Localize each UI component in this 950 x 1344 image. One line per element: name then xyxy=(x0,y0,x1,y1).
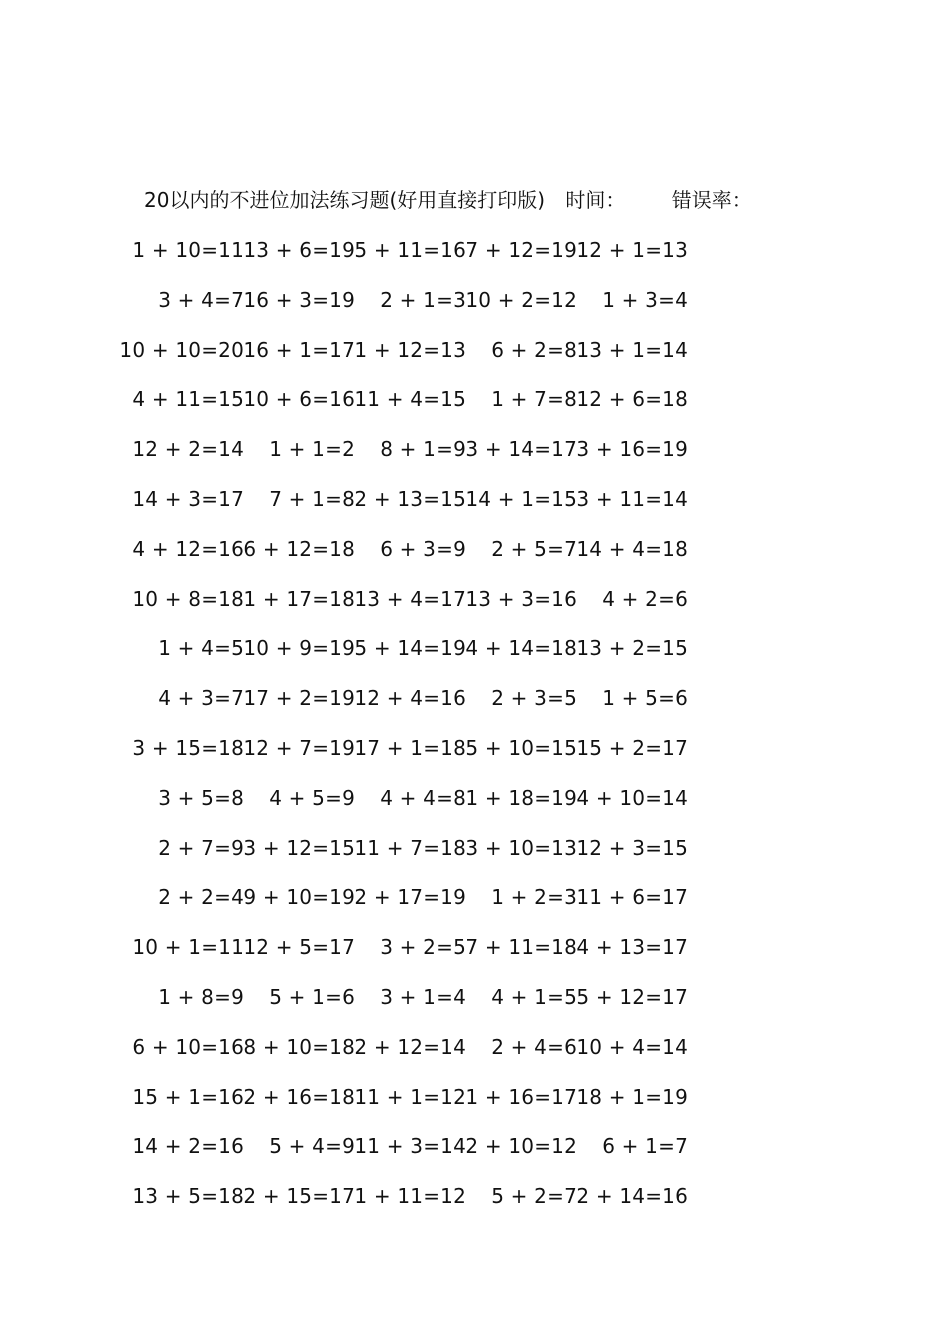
problem-item: 14 + 2=16 xyxy=(132,1134,244,1159)
problem-item: 10 + 10=20 xyxy=(119,337,244,362)
problem-item: 2 + 16=18 xyxy=(243,1084,355,1109)
problem-item: 6 + 3=9 xyxy=(380,536,466,561)
problem-item: 16 + 1=17 xyxy=(243,337,355,362)
problem-item: 4 + 4=8 xyxy=(380,785,466,810)
problem-item: 1 + 16=17 xyxy=(465,1084,577,1109)
problem-item: 8 + 1=9 xyxy=(380,437,466,462)
problem-item: 1 + 5=6 xyxy=(602,686,688,711)
problem-row xyxy=(0,929,950,979)
problem-item: 1 + 1=2 xyxy=(269,437,355,462)
problem-item: 2 + 4=6 xyxy=(491,1034,577,1059)
problem-item: 13 + 6=19 xyxy=(243,238,355,262)
worksheet-header xyxy=(144,186,752,214)
problem-row xyxy=(0,1178,950,1228)
problem-item: 12 + 4=16 xyxy=(354,686,466,711)
problem-item: 2 + 3=5 xyxy=(491,686,577,711)
problem-item: 12 + 2=14 xyxy=(132,437,244,462)
problem-item: 4 + 10=14 xyxy=(576,785,688,810)
problem-item: 11 + 7=18 xyxy=(354,835,466,860)
problem-item: 2 + 7=9 xyxy=(158,835,244,860)
problem-item: 5 + 10=15 xyxy=(465,735,577,760)
problem-item: 3 + 12=15 xyxy=(243,835,355,860)
problem-item: 10 + 4=14 xyxy=(576,1034,688,1059)
problem-item: 4 + 5=9 xyxy=(269,785,355,810)
time-label: 时间： xyxy=(565,188,626,212)
problem-item: 1 + 17=18 xyxy=(243,586,355,611)
problem-item: 3 + 14=17 xyxy=(465,437,577,462)
problem-item: 12 + 7=19 xyxy=(243,735,355,760)
problem-row xyxy=(0,1079,950,1129)
problem-row xyxy=(0,780,950,830)
problem-item: 2 + 14=16 xyxy=(576,1184,688,1209)
problem-item: 8 + 10=18 xyxy=(243,1034,355,1059)
problem-item: 3 + 11=14 xyxy=(576,486,688,511)
problem-item: 10 + 8=18 xyxy=(132,586,244,611)
problem-item: 17 + 1=18 xyxy=(354,735,466,760)
problem-item: 2 + 2=4 xyxy=(158,885,244,910)
problem-item: 2 + 17=19 xyxy=(354,885,466,910)
problem-row xyxy=(0,431,950,481)
problem-item: 13 + 3=16 xyxy=(465,586,577,611)
problem-item: 17 + 2=19 xyxy=(243,686,355,711)
problem-item: 11 + 6=17 xyxy=(576,885,688,910)
problem-item: 2 + 13=15 xyxy=(354,486,466,511)
problem-row xyxy=(0,282,950,332)
problem-row xyxy=(0,630,950,680)
problem-item: 13 + 5=18 xyxy=(132,1184,244,1209)
problem-row xyxy=(0,879,950,929)
problem-item: 4 + 1=5 xyxy=(491,984,577,1009)
problem-item: 18 + 1=19 xyxy=(576,1084,688,1109)
problem-row xyxy=(0,232,950,282)
problem-item: 7 + 12=19 xyxy=(465,238,577,262)
worksheet-title: 20以内的不进位加法练习题(好用直接打印版) xyxy=(144,188,546,212)
problem-item: 2 + 10=12 xyxy=(465,1134,577,1159)
problem-item: 3 + 5=8 xyxy=(158,785,244,810)
problem-item: 11 + 4=15 xyxy=(354,387,466,412)
problem-item: 1 + 11=12 xyxy=(354,1184,466,1209)
problem-item: 4 + 12=16 xyxy=(132,536,244,561)
problem-item: 1 + 2=3 xyxy=(491,885,577,910)
problem-item: 11 + 3=14 xyxy=(354,1134,466,1159)
problem-item: 2 + 12=14 xyxy=(354,1034,466,1059)
problem-row xyxy=(0,481,950,531)
problem-item: 1 + 12=13 xyxy=(354,337,466,362)
problem-item: 15 + 2=17 xyxy=(576,735,688,760)
problem-item: 10 + 1=11 xyxy=(132,935,244,960)
problem-item: 14 + 1=15 xyxy=(465,486,577,511)
problem-item: 3 + 16=19 xyxy=(576,437,688,462)
problem-item: 1 + 18=19 xyxy=(465,785,577,810)
problem-row xyxy=(0,680,950,730)
problem-item: 3 + 4=7 xyxy=(158,287,244,312)
problem-item: 1 + 3=4 xyxy=(602,287,688,312)
problem-item: 5 + 1=6 xyxy=(269,984,355,1009)
problem-item: 6 + 2=8 xyxy=(491,337,577,362)
problem-row xyxy=(0,730,950,780)
problem-row xyxy=(0,332,950,382)
problem-item: 4 + 2=6 xyxy=(602,586,688,611)
problem-item: 7 + 1=8 xyxy=(269,486,355,511)
problem-item: 6 + 10=16 xyxy=(132,1034,244,1059)
problem-item: 13 + 4=17 xyxy=(354,586,466,611)
problem-item: 5 + 2=7 xyxy=(491,1184,577,1209)
problem-row xyxy=(0,830,950,880)
problem-item: 2 + 1=3 xyxy=(380,287,466,312)
problem-item: 3 + 15=18 xyxy=(132,735,244,760)
problem-row xyxy=(0,531,950,581)
problem-item: 5 + 11=16 xyxy=(354,238,466,262)
problem-item: 7 + 11=18 xyxy=(465,935,577,960)
problem-row xyxy=(0,979,950,1029)
problem-item: 5 + 4=9 xyxy=(269,1134,355,1159)
problem-item: 14 + 4=18 xyxy=(576,536,688,561)
problem-item: 12 + 1=13 xyxy=(576,238,688,262)
problem-item: 3 + 1=4 xyxy=(380,984,466,1009)
problem-item: 6 + 12=18 xyxy=(243,536,355,561)
problem-item: 10 + 6=16 xyxy=(243,387,355,412)
problem-item: 11 + 1=12 xyxy=(354,1084,466,1109)
problem-item: 4 + 3=7 xyxy=(158,686,244,711)
problem-item: 5 + 14=19 xyxy=(354,636,466,661)
problem-item: 1 + 7=8 xyxy=(491,387,577,412)
error-rate-label: 错误率： xyxy=(671,188,752,212)
problem-row xyxy=(0,581,950,631)
problem-item: 3 + 10=13 xyxy=(465,835,577,860)
problem-item: 6 + 1=7 xyxy=(602,1134,688,1159)
problem-row xyxy=(0,381,950,431)
problem-item: 16 + 3=19 xyxy=(243,287,355,312)
problem-item: 1 + 10=11 xyxy=(132,238,244,262)
problem-item: 12 + 5=17 xyxy=(243,935,355,960)
problem-item: 13 + 1=14 xyxy=(576,337,688,362)
problem-item: 10 + 9=19 xyxy=(243,636,355,661)
problem-item: 14 + 3=17 xyxy=(132,486,244,511)
problem-item: 1 + 4=5 xyxy=(158,636,244,661)
problem-row xyxy=(0,1029,950,1079)
problem-item: 10 + 2=12 xyxy=(465,287,577,312)
problem-item: 5 + 12=17 xyxy=(576,984,688,1009)
problem-item: 12 + 6=18 xyxy=(576,387,688,412)
problem-item: 15 + 1=16 xyxy=(132,1084,244,1109)
problem-item: 4 + 11=15 xyxy=(132,387,244,412)
problem-row xyxy=(0,1128,950,1178)
problem-item: 2 + 15=17 xyxy=(243,1184,355,1209)
problem-item: 4 + 13=17 xyxy=(576,935,688,960)
problem-item: 4 + 14=18 xyxy=(465,636,577,661)
problem-grid xyxy=(0,232,950,1228)
problem-item: 12 + 3=15 xyxy=(576,835,688,860)
problem-item: 9 + 10=19 xyxy=(243,885,355,910)
problem-item: 2 + 5=7 xyxy=(491,536,577,561)
problem-item: 13 + 2=15 xyxy=(576,636,688,661)
problem-item: 1 + 8=9 xyxy=(158,984,244,1009)
problem-item: 3 + 2=5 xyxy=(380,935,466,960)
